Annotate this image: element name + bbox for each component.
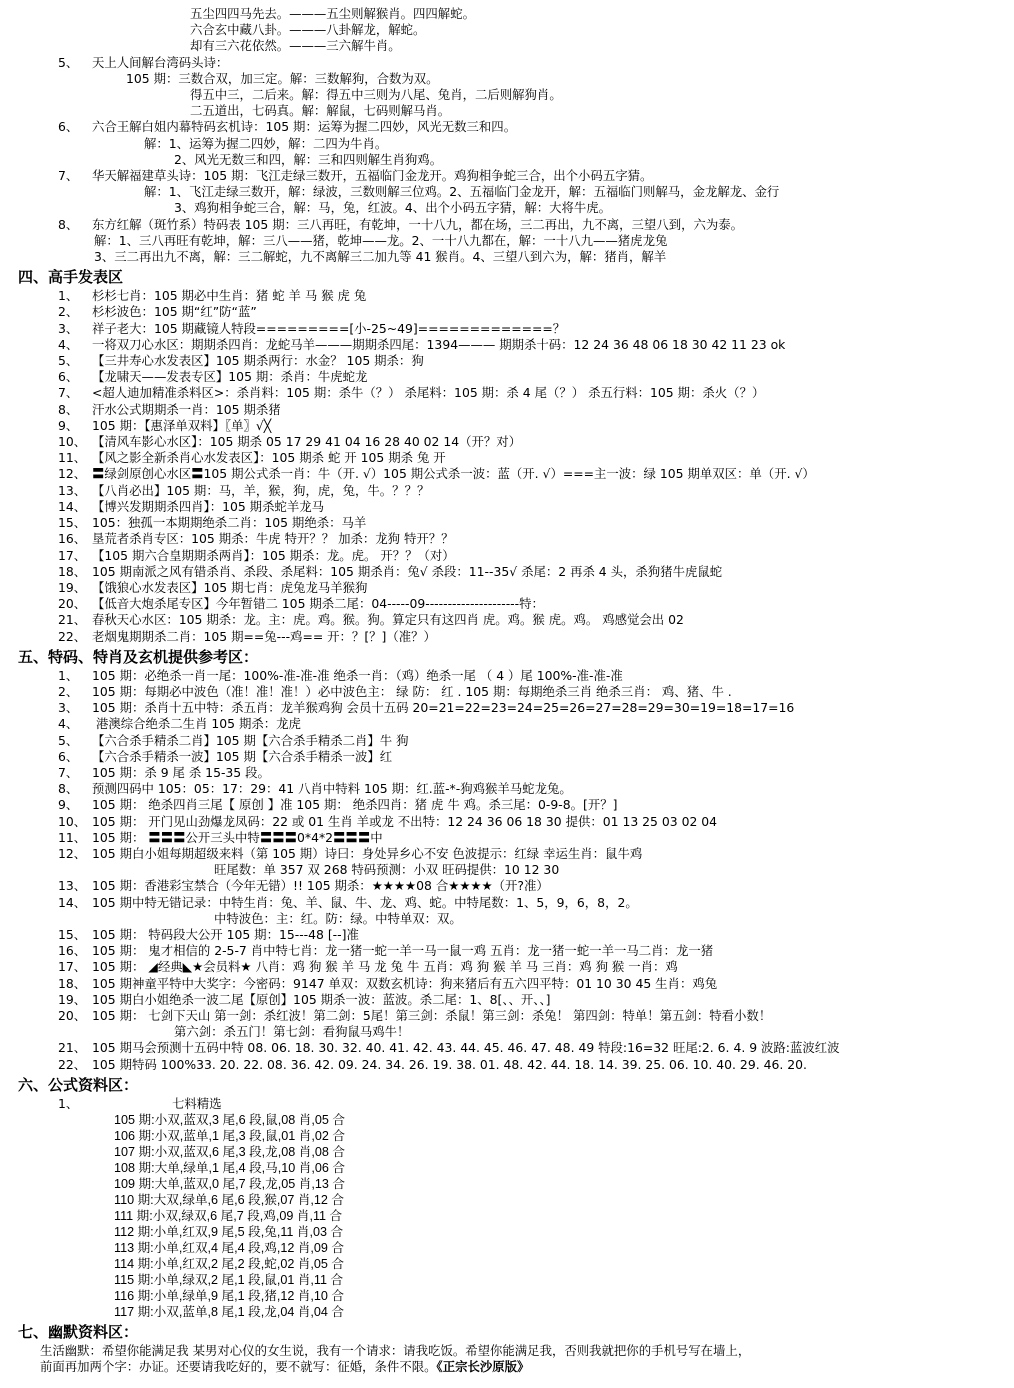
item-text: 【低音大炮杀尾专区】今年暂错二 105 期杀二尾：04-----09---------------------特： <box>92 596 544 612</box>
list-item <box>18 103 1000 119</box>
item-text: 解：1、运筹为握二四妙，解：二四为牛肖。 <box>144 135 388 151</box>
item-number: 12、 <box>58 466 87 482</box>
item-number: 9、 <box>58 417 79 433</box>
item-number: 6、 <box>58 369 79 385</box>
list-item <box>18 499 1000 515</box>
table-row: 110 期:大双,绿单,6 尾,6 段,猴,07 肖,12 合 <box>114 1193 345 1207</box>
item-text: 【105 期六合皇期期杀两肖】：105 期杀：龙。虎。 开？？（对） <box>92 547 455 563</box>
item-text: 一将双刀心水区：期期杀四肖：龙蛇马羊———期期杀四尾：1394——— 期期杀十码：12 24 36 48 06 18 30 42 11 23 ok <box>92 336 786 352</box>
item-number: 18、 <box>58 975 87 991</box>
item-number: 8、 <box>58 216 79 232</box>
list-item <box>18 87 1000 103</box>
item-number: 7、 <box>58 764 79 780</box>
poem-line: 五尘四四马先去。———五尘则解猴肖。四四解蛇。 <box>190 6 475 21</box>
poem-block <box>18 6 1000 55</box>
list-item <box>18 184 1000 200</box>
item-text: 105 期南派之风有错杀肖、杀段、杀尾料：105 期杀肖：兔√ 杀段：11--35√ 杀尾：2 再杀 4 头，杀狗猪牛虎鼠蛇 <box>92 563 723 579</box>
list-item <box>18 515 1000 531</box>
list-item <box>18 418 1000 434</box>
item-text: 105 期： 特码段大公开 105 期：15---48 [--]准 <box>92 926 359 942</box>
section-seven-heading: 七、幽默资料区： <box>18 1323 139 1341</box>
list-item <box>18 321 1000 337</box>
table-row: 113 期:小单,红双,4 尾,4 段,鸡,12 肖,09 合 <box>114 1241 345 1255</box>
list-item <box>18 168 1000 184</box>
table-row: 111 期:小双,绿双,6 尾,7 段,鸡,09 肖,11 合 <box>114 1209 343 1223</box>
item-number: 20、 <box>58 596 87 612</box>
item-number: 7、 <box>58 385 79 401</box>
poem-line: 却有三六花依然。———三六解牛肖。 <box>190 38 401 54</box>
humor-line: 生活幽默：希望你能满足我 某男对心仪的女生说，我有一个请求：请我吃饭。希望你能满足我，否则我就把你的手机号写在墙上， <box>40 1343 751 1358</box>
item-number: 4、 <box>58 336 79 352</box>
list-item <box>18 684 1000 700</box>
section-three-items <box>18 55 1000 266</box>
list-item <box>18 781 1000 797</box>
item-text: 105 期：每期必中波色（准！准！准！）必中波色主： 绿 防： 红 . 105 期：每期绝杀三肖 绝杀三肖： 鸡、猪、牛 . <box>92 683 732 699</box>
item-continuation: 旺尾数：单 357 双 268 特码预测：小双 旺码提供：10 12 30 <box>214 862 560 878</box>
item-number: 12、 <box>58 845 87 861</box>
item-text: 解：1、三八再旺有乾坤，解：三八——猪，乾坤——龙。2、一十八九都在，解：一十八九——猪虎龙兔 <box>94 232 668 248</box>
list-item <box>18 402 1000 418</box>
item-text: 得五中三，二后来。解：得五中三则为八尾、兔肖，二后则解狗肖。 <box>190 87 562 103</box>
item-number: 9、 <box>58 797 79 813</box>
list-item <box>18 531 1000 547</box>
item-number: 19、 <box>58 579 87 595</box>
item-text: 老烟鬼期期杀二肖：105 期==兔---鸡== 开：？[？]（准？） <box>92 628 436 644</box>
item-text: 二五道出，七码真。解：解鼠，七码则解马肖。 <box>190 103 451 119</box>
item-text: 105 期： 开门见山劲爆龙凤码：22 或 01 生肖 羊或龙 不出特：12 24 36 06 18 30 提供：01 13 25 03 02 04 <box>92 813 718 829</box>
item-text: 105 期：杀肖十五中特：杀五肖：龙羊猴鸡狗 会员十五码 20=21=22=23=24=25=26=27=28=29=30=19=18=17=16 <box>92 700 795 716</box>
item-number: 7、 <box>58 168 79 184</box>
item-number: 15、 <box>58 926 87 942</box>
item-number: 3、 <box>58 320 79 336</box>
item-text: 105 期神童平特中大奖字：今密码：9147 单双：双数玄机诗：狗来猪后有五六四平特：01 10 30 45 生肖：鸡兔 <box>92 975 718 991</box>
list-item <box>18 217 1000 233</box>
table-row: 107 期:小双,蓝双,6 尾,3 段,龙,08 肖,08 合 <box>114 1145 345 1159</box>
table-row: 105 期:小双,蓝双,3 尾,6 段,鼠,08 肖,05 合 <box>114 1113 345 1127</box>
item-number: 11、 <box>58 829 87 845</box>
table-row: 108 期:大单,绿单,1 尾,4 段,马,10 肖,06 合 <box>114 1161 345 1175</box>
section-four-items <box>18 288 1000 644</box>
item-number: 21、 <box>58 612 87 628</box>
list-item <box>18 830 1000 846</box>
item-text: 【八肖必出】105 期：马，羊，猴，狗，虎，兔，牛。？？？ <box>92 482 430 498</box>
item-number: 16、 <box>58 943 87 959</box>
item-text: 六合王解白姐内幕特码玄机诗：105 期：运筹为握二四妙，风光无数三和四。 <box>92 119 517 135</box>
item-number: 3、 <box>58 700 79 716</box>
list-item <box>18 564 1000 580</box>
formula-table <box>18 1112 1000 1320</box>
list-item <box>18 895 1000 911</box>
list-item <box>18 596 1000 612</box>
humor-text: 前面再加两个字：办证。还要请我吃好的，要不就写：征婚，条件不限。 <box>40 1359 437 1375</box>
list-item <box>18 249 1000 265</box>
list-item <box>18 71 1000 87</box>
item-text: 华天解福建草头诗：105 期：飞江走绿三数开，五福临门金龙开。鸡狗相争蛇三合，出个小码五字猜。 <box>92 168 653 184</box>
item-text: 105 期：香港彩宝禁合（今年无错）!! 105 期杀：★★★★08 合★★★★（开?准） <box>92 878 549 894</box>
list-item <box>18 927 1000 943</box>
item-text: 105：独孤一本期期绝杀二肖：105 期绝杀：马羊 <box>92 515 367 531</box>
item-number: 1、 <box>58 667 79 683</box>
list-item <box>18 668 1000 684</box>
item-text: 105 期白小姐绝杀一波二尾【原创】105 期杀一波：蓝波。杀二尾：1、8[、、开、、] <box>92 991 551 1007</box>
list-item <box>18 749 1000 765</box>
item-text: <超人迪加精准杀料区>：杀肖料：105 期：杀牛（？） 杀尾料：105 期：杀 4 尾（？） 杀五行料：105 期：杀火（？） <box>92 385 765 401</box>
item-number: 15、 <box>58 515 87 531</box>
list-item <box>18 846 1000 862</box>
item-text: 杉杉七肖：105 期必中生肖：猪 蛇 羊 马 猴 虎 兔 <box>92 288 367 304</box>
item-number: 2、 <box>58 683 79 699</box>
item-continuation: 第六剑：杀五门！第七剑：看狗鼠马鸡牛！ <box>174 1024 410 1040</box>
section-five-items <box>18 878 1000 910</box>
list-item <box>18 992 1000 1008</box>
item-number: 6、 <box>58 119 79 135</box>
item-text: 2、风光无数三和四，解：三和四则解生肖狗鸡。 <box>174 151 443 167</box>
list-item <box>18 483 1000 499</box>
item-number: 13、 <box>58 878 87 894</box>
item-number: 17、 <box>58 547 87 563</box>
list-item <box>18 304 1000 320</box>
list-item <box>18 353 1000 369</box>
item-number: 1、 <box>58 288 79 304</box>
list-item <box>18 152 1000 168</box>
item-number: 19、 <box>58 991 87 1007</box>
item-number: 13、 <box>58 482 87 498</box>
item-number: 5、 <box>58 732 79 748</box>
item-number: 22、 <box>58 1056 87 1072</box>
item-text: 解：1、飞江走绿三数开，解：绿波，三数则解三位鸡。2、五福临门金龙开，解：五福临门则解马，金龙解龙、金行 <box>144 184 780 200</box>
item-text: 【六合杀手精杀二肖】105 期【六合杀手精杀二肖】牛 狗 <box>92 732 409 748</box>
list-item <box>18 200 1000 216</box>
list-item <box>18 55 1000 71</box>
table-row: 106 期:小双,蓝单,1 尾,3 段,鼠,01 肖,02 合 <box>114 1129 345 1143</box>
table-caption: 七料精选 <box>172 1095 222 1111</box>
item-text: 东方红解（斑竹系）特码表 105 期：三八再旺，有乾坤，一十八九，都在场，三二再出，九不离，三望八到，六为泰。 <box>92 216 744 232</box>
section-five-heading: 五、特码、特肖及玄机提供参考区： <box>18 647 259 666</box>
item-text: 105 期中特无错记录：中特生肖：兔、羊、鼠、牛、龙、鸡、蛇。中特尾数：1、5，9，6，8，2。 <box>92 894 638 910</box>
list-item <box>18 814 1000 830</box>
list-item <box>18 434 1000 450</box>
item-text: 105 期： 〓〓〓公开三头中特〓〓〓0*4*2〓〓〓中 <box>92 829 383 845</box>
item-text: 3、三二再出九不离，解：三二解蛇，九不离解三二加九等 41 猴肖。4、三望八到六为，解：猪肖，解羊 <box>94 249 667 265</box>
item-number: 20、 <box>58 1007 87 1023</box>
list-item <box>18 385 1000 401</box>
item-number: 2、 <box>58 304 79 320</box>
list-item <box>18 233 1000 249</box>
list-item <box>18 119 1000 135</box>
item-text: 【博兴发期期杀四肖】：105 期杀蛇羊龙马 <box>92 498 325 514</box>
item-number: 6、 <box>58 748 79 764</box>
item-text: 105 期： 绝杀四肖三尾【 原创 】准 105 期： 绝杀四肖：猪 虎 牛 鸡。杀三尾：0-9-8。[开？] <box>92 797 618 813</box>
item-text: 港澳综合绝杀二生肖 105 期杀：龙虎 <box>92 716 301 732</box>
list-item <box>18 733 1000 749</box>
item-number: 4、 <box>58 716 79 732</box>
list-item <box>18 943 1000 959</box>
section-five-items <box>18 927 1000 1024</box>
item-number: 5、 <box>58 353 79 369</box>
item-text: 105 期：杀 9 尾 杀 15-35 段。 <box>92 764 270 780</box>
item-text: 天上人间解台湾码头诗： <box>92 54 229 70</box>
item-text: 预测四码中 105：05：17：29：41 八肖中特料 105 期：红.蓝-*-狗鸡猴羊马蛇龙兔。 <box>92 781 572 797</box>
list-item <box>18 337 1000 353</box>
section-four-heading: 四、高手发表区 <box>18 268 124 287</box>
brand-label: 《正宗长沙原版》 <box>436 1359 530 1375</box>
list-item <box>18 765 1000 781</box>
list-item <box>18 716 1000 732</box>
list-item <box>18 1040 1000 1056</box>
item-number: 8、 <box>58 401 79 417</box>
table-row: 116 期:小单,绿单,9 尾,1 段,猪,12 肖,10 合 <box>114 1289 345 1303</box>
list-item <box>18 450 1000 466</box>
item-number: 14、 <box>58 498 87 514</box>
item-number: 21、 <box>58 1040 87 1056</box>
item-text: 【风之影全新杀肖心水发表区】：105 期杀 蛇 开 105 期杀 兔 开 <box>92 450 446 466</box>
item-number: 8、 <box>58 781 79 797</box>
item-text: 3、鸡狗相争蛇三合，解：马，兔，红波。4、出个小码五字猜，解：大将牛虎。 <box>174 200 612 216</box>
item-text: 105 期马会预测十五码中特 08. 06. 18. 30. 32. 40. 41. 42. 43. 44. 45. 46. 47. 48. 49 特段:16=32 旺尾:2. 6. 4. 9 波路:蓝波红波 <box>92 1040 840 1056</box>
section-five-items <box>18 1040 1000 1072</box>
section-six-heading: 六、公式资料区： <box>18 1075 139 1094</box>
list-item <box>18 1057 1000 1073</box>
section-five-items <box>18 668 1000 862</box>
item-text: 汗水公式期期杀一肖：105 期杀猪 <box>92 401 281 417</box>
item-text: 105 期特码 100%33. 20. 22. 08. 36. 42. 09. 24. 34. 26. 19. 38. 01. 48. 42. 44. 18. 14. 39. 25. 06. 10. 40. 29. 46. 20. <box>92 1056 807 1072</box>
table-caption-row <box>18 1096 1000 1112</box>
list-item <box>18 959 1000 975</box>
item-number: 16、 <box>58 531 87 547</box>
item-text: 【饿狼心水发表区】105 期七肖：虎兔龙马羊猴狗 <box>92 579 368 595</box>
item-continuation: 中特波色：主：红。防：绿。中特单双：双。 <box>214 910 462 926</box>
list-item <box>18 548 1000 564</box>
item-text: 祥子老大：105 期藏镜人特段=========[小-25~49]=============？ <box>92 320 566 336</box>
list-item <box>18 700 1000 716</box>
item-text: 【六合杀手精杀一波】105 期【六合杀手精杀一波】红 <box>92 748 393 764</box>
table-row: 112 期:小单,红双,9 尾,5 段,兔,11 肖,03 合 <box>114 1225 344 1239</box>
list-item <box>18 1008 1000 1024</box>
item-text: 春秋天心水区：105 期杀：龙。主：虎。鸡。猴。狗。算定只有这四肖 虎。鸡。猴 虎。鸡。 鸡感觉会出 02 <box>92 612 684 628</box>
item-number: 10、 <box>58 434 87 450</box>
item-text: 105 期：【惠泽单双料】〖单〗√╳ <box>92 417 272 433</box>
table-row: 109 期:大单,蓝双,0 尾,7 段,龙,05 肖,13 合 <box>114 1177 345 1191</box>
item-number: 1、 <box>58 1095 79 1111</box>
item-text: 105 期： 鬼才相信的 2-5-7 肖中特七肖：龙一猪一蛇一羊一马一鼠一鸡 五肖：龙一猪一蛇一羊一马二肖：龙一猪 <box>92 943 714 959</box>
poem-line: 六合玄中藏八卦。———八卦解龙，解蛇。 <box>190 22 426 38</box>
list-item <box>18 976 1000 992</box>
item-text: 〓绿剑原创心水区〓105 期公式杀一肖：牛（开. √）105 期公式杀一波：蓝（开. √）===主一波：绿 105 期单双区：单（开. √） <box>92 466 815 482</box>
table-row: 114 期:小单,红双,2 尾,2 段,蛇,02 肖,05 合 <box>114 1257 345 1271</box>
table-row: 115 期:小单,绿双,2 尾,1 段,鼠,01 肖,11 合 <box>114 1273 344 1287</box>
item-number: 17、 <box>58 959 87 975</box>
item-number: 22、 <box>58 628 87 644</box>
item-number: 5、 <box>58 54 79 70</box>
humor-line-2 <box>18 1359 1000 1375</box>
item-text: 【三井寿心水发表区】105 期杀两行：水金？ 105 期杀：狗 <box>92 353 424 369</box>
list-item <box>18 136 1000 152</box>
item-text: 垦荒者杀肖专区：105 期杀：牛虎 特开？？ 加杀：龙狗 特开？？ <box>92 531 454 547</box>
item-text: 105 期： ◢经典◣★会员料★ 八肖：鸡 狗 猴 羊 马 龙 兔 牛 五肖：鸡 狗 猴 羊 马 三肖：鸡 狗 猴 一肖：鸡 <box>92 959 678 975</box>
list-item <box>18 797 1000 813</box>
item-text: 【清风车影心水区】：105 期杀 05 17 29 41 04 16 28 40 02 14（开？对） <box>92 434 522 450</box>
item-text: 105 期： 七剑下天山 第一剑：杀红波！第二剑：5尾！第三剑：杀鼠！第三剑：杀兔！ 第四剑：特单！第五剑：特看小数！ <box>92 1007 772 1023</box>
item-text: 105 期白小姐每期超级来料（第 105 期）诗曰：身处异乡心不安 色波提示：红绿 幸运生肖：鼠牛鸡 <box>92 845 643 861</box>
item-text: 105 期：必绝杀一肖一尾：100%-准-准-准 绝杀一肖：（鸡）绝杀一尾 （ 4 ）尾 100%-准-准-准 <box>92 667 623 683</box>
list-item <box>18 466 1000 482</box>
table-row: 117 期:小双,蓝单,8 尾,1 段,龙,04 肖,04 合 <box>114 1305 345 1319</box>
list-item <box>18 629 1000 645</box>
item-text: 【龙啸天——发表专区】105 期：杀肖：牛虎蛇龙 <box>92 369 368 385</box>
item-number: 11、 <box>58 450 87 466</box>
item-text: 杉杉波色：105 期“红”防“蓝” <box>92 304 257 320</box>
item-text: 105 期：三数合双，加三定。解：三数解狗，合数为双。 <box>126 70 439 86</box>
list-item <box>18 878 1000 894</box>
list-item <box>18 369 1000 385</box>
list-item <box>18 580 1000 596</box>
item-number: 14、 <box>58 894 87 910</box>
list-item <box>18 612 1000 628</box>
item-number: 18、 <box>58 563 87 579</box>
list-item <box>18 288 1000 304</box>
item-number: 10、 <box>58 813 87 829</box>
